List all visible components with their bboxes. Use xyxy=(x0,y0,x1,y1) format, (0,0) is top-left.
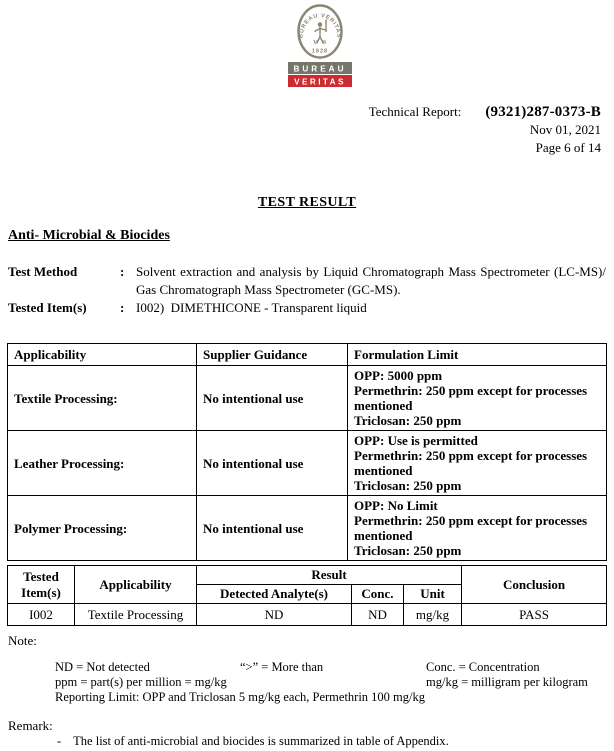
report-header xyxy=(300,104,601,157)
note-definitions xyxy=(55,660,606,705)
note-label: Note: xyxy=(8,633,37,648)
limit-line: Permethrin: 250 ppm except for processes mentioned xyxy=(354,448,588,478)
technical-report-label: Technical Report: xyxy=(368,104,462,119)
remark-item xyxy=(57,734,606,749)
table-row xyxy=(8,431,607,496)
result-data-row xyxy=(8,604,607,626)
seal-vs-left: V xyxy=(313,40,318,46)
col-header-conclusion: Conclusion xyxy=(462,566,607,604)
test-method-value: Solvent extraction and analysis by Liquid Chromatograph Mass Spectrometer (LC-MS)/ Gas Chromatograph Mass Spectrometer (GC-MS). xyxy=(136,264,606,297)
remark-bullet: - xyxy=(57,734,62,748)
limits-cell xyxy=(348,431,607,496)
seal-vs-right: S xyxy=(323,40,327,46)
tested-items-value: I002) DIMETHICONE - Transparent liquid xyxy=(136,300,367,315)
applicability-cell: Textile Processing xyxy=(75,604,197,626)
conclusion-cell: PASS xyxy=(462,604,607,626)
note-ppm: ppm = part(s) per million = mg/kg xyxy=(55,675,227,689)
col-header-result: Result xyxy=(197,566,462,585)
conc-cell: ND xyxy=(352,604,404,626)
report-date: Nov 01, 2021 xyxy=(529,122,601,137)
guidance-cell: No intentional use xyxy=(197,366,348,431)
test-method-label: Test Method xyxy=(8,264,78,279)
remark-label: Remark: xyxy=(8,718,53,733)
applicability-cell: Leather Processing: xyxy=(8,431,197,496)
result-header-row-1 xyxy=(8,566,607,585)
result-table xyxy=(7,565,607,626)
col-header-detected-analytes: Detected Analyte(s) xyxy=(197,585,352,604)
limit-line: OPP: Use is permitted xyxy=(354,433,478,448)
remark-text: The list of anti-microbial and biocides is summarized in table of Appendix. xyxy=(73,734,449,748)
applicability-cell: Polymer Processing: xyxy=(8,496,197,561)
col-header-applicability: Applicability xyxy=(75,566,197,604)
limit-line: Triclosan: 250 ppm xyxy=(354,543,462,558)
limit-line: Triclosan: 250 ppm xyxy=(354,413,462,428)
limit-line: OPP: 5000 ppm xyxy=(354,368,443,383)
logo-bureau-text: BUREAU xyxy=(293,64,347,74)
table-header-row xyxy=(8,344,607,366)
guidance-cell: No intentional use xyxy=(197,496,348,561)
limits-cell xyxy=(348,496,607,561)
detected-analyte-cell: ND xyxy=(197,604,352,626)
note-nd: ND = Not detected xyxy=(55,660,150,674)
report-number: (9321)287-0373-B xyxy=(485,104,601,120)
limits-cell xyxy=(348,366,607,431)
col-header-tested-items: Tested Item(s) xyxy=(8,566,75,604)
seal-arc-text: BUREAU VERITAS xyxy=(298,12,342,39)
limit-line: Permethrin: 250 ppm except for processes mentioned xyxy=(354,513,588,543)
guidance-cell: No intentional use xyxy=(197,431,348,496)
limit-line: Triclosan: 250 ppm xyxy=(354,478,462,493)
table-row xyxy=(8,366,607,431)
applicability-cell: Textile Processing: xyxy=(8,366,197,431)
tested-items-colon: : xyxy=(120,300,125,315)
limit-line: Permethrin: 250 ppm except for processes mentioned xyxy=(354,383,588,413)
col-header-formulation-limit: Formulation Limit xyxy=(348,344,607,366)
note-conc: Conc. = Concentration xyxy=(426,660,540,674)
logo-veritas-text: VERITAS xyxy=(294,77,346,87)
test-method-block xyxy=(8,263,606,317)
limit-line: OPP: No Limit xyxy=(354,498,438,513)
formulation-limit-table xyxy=(7,343,607,561)
tested-item-cell: I002 xyxy=(8,604,75,626)
seal-year: 1828 xyxy=(311,48,329,55)
section-title: Anti- Microbial & Biocides xyxy=(8,228,170,243)
test-method-colon: : xyxy=(120,264,125,279)
col-header-supplier-guidance: Supplier Guidance xyxy=(197,344,348,366)
note-more-than: “>” = More than xyxy=(240,660,324,674)
bureau-veritas-logo-icon xyxy=(287,4,353,88)
col-header-unit: Unit xyxy=(404,585,462,604)
col-header-applicability: Applicability xyxy=(8,344,197,366)
col-header-conc: Conc. xyxy=(352,585,404,604)
report-number-line xyxy=(300,104,601,121)
note-reporting-limit: Reporting Limit: OPP and Triclosan 5 mg/kg each, Permethrin 100 mg/kg xyxy=(55,690,426,704)
unit-cell: mg/kg xyxy=(404,604,462,626)
page-indicator: Page 6 of 14 xyxy=(535,140,601,155)
note-mgkg: mg/kg = milligram per kilogram xyxy=(426,675,588,689)
table-row xyxy=(8,496,607,561)
tested-items-label: Tested Item(s) xyxy=(8,300,87,315)
page-title: TEST RESULT xyxy=(257,195,357,210)
